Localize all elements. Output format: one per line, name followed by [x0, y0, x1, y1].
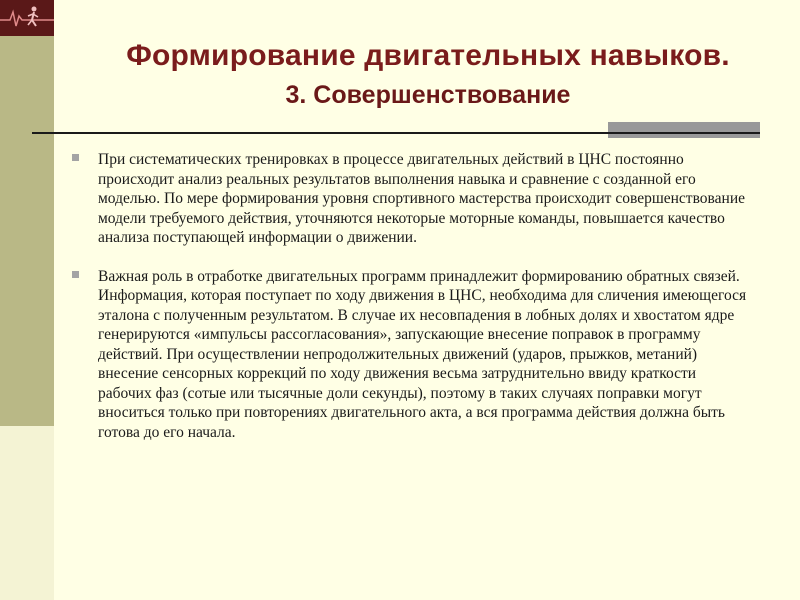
bullet-text: При систематических тренировках в процессе двигательных действий в ЦНС постоянно происходит анализ реальных результатов выполнения навыка и сравнение с созданной его моделью. По мере формирования уровня спортивного мастерства происходит совершенствование модели требуемого действия, уточняются некоторые моторные команды, повышается качество анализа поступающей информации о движении.	[98, 151, 746, 246]
title-divider-thin	[32, 133, 608, 134]
bullet-item	[70, 150, 750, 248]
cardio-runner-icon	[0, 0, 54, 36]
bullet-text: Важная роль в отработке двигательных программ принадлежит формированию обратных связей. Информация, которая поступает по ходу движения в ЦНС, необходима для сличения имеющегося эталона с полученным результатом. В случае их несовпадения в лобных долях и хвостатом ядре генерируются «импульсы рассогласования», запускающие внесение поправок в программу действий. При осуществлении непродолжительных движений (ударов, прыжков, метаний) внесение сенсорных коррекций по ходу движения весьма затруднительно ввиду краткости рабочих фаз (сотые или тысячные доли секунды), поэтому в таких случаях поправки могут вноситься только при повторениях двигательного акта, а вся программа действия должна быть готова до его начала.	[98, 267, 747, 441]
title-line-2: 3. Совершенствование	[285, 81, 571, 109]
bullet-item	[70, 267, 750, 443]
square-bullet-icon	[72, 154, 79, 161]
slide-title	[56, 36, 800, 114]
slide-content	[70, 150, 750, 442]
title-line-1: Формирование двигательных навыков.	[126, 39, 730, 72]
sidebar-strip-bottom	[0, 426, 54, 600]
sidebar-strip-mid	[0, 36, 54, 426]
divider-accent-block	[608, 122, 760, 138]
square-bullet-icon	[72, 271, 79, 278]
